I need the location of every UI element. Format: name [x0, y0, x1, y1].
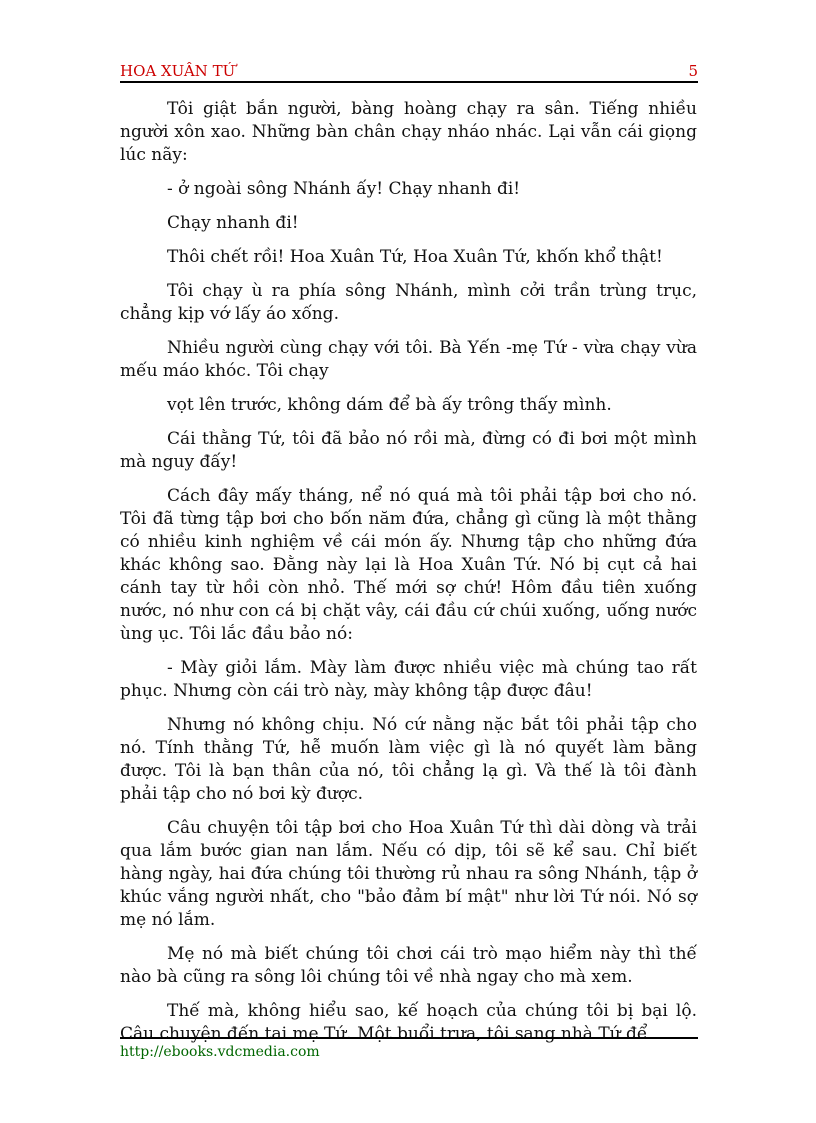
paragraph: Thôi chết rồi! Hoa Xuân Tứ, Hoa Xuân Tứ, khốn khổ thật!: [167, 247, 663, 267]
paragraph: Tôi giật bắn người, bàng hoàng chạy ra sân. Tiếng nhiều người xôn xao. Những bàn chân chạy nháo nhác. Lại vẫn cái giọng lúc nãy:: [120, 99, 697, 165]
paragraph: Cách đây mấy tháng, nể nó quá mà tôi phải tập bơi cho nó. Tôi đã từng tập bơi cho bốn năm đứa, chẳng gì cũng là một thằng có nhiều kinh nghiệm về cái món ấy. Nhưng tập cho những đứa khác không sao. Đằng này lại là Hoa Xuân Tứ. Nó bị cụt cả hai cánh tay từ hồi còn nhỏ. Thế mới sợ chứ! Hôm đầu tiên xuống nước, nó như con cá bị chặt vây, cái đầu cứ chúi xuống, uống nước ùng ục. Tôi lắc đầu bảo nó:: [120, 486, 697, 644]
page-number: 5: [688, 62, 698, 80]
paragraph: Nhưng nó không chịu. Nó cứ nằng nặc bắt tôi phải tập cho nó. Tính thằng Tứ, hễ muốn làm việc gì là nó quyết làm bằng được. Tôi là bạn thân của nó, tôi chẳng lạ gì. Và thế là tôi đành phải tập cho nó bơi kỳ được.: [120, 715, 697, 804]
footer-link[interactable]: http://ebooks.vdcmedia.com: [120, 1044, 320, 1060]
paragraph: Tôi chạy ù ra phía sông Nhánh, mình cởi trần trùng trục, chẳng kịp vớ lấy áo xống.: [120, 281, 697, 324]
body-text: [120, 98, 697, 1057]
paragraph: Câu chuyện tôi tập bơi cho Hoa Xuân Tứ thì dài dòng và trải qua lắm bước gian nan lắm. Nếu có dịp, tôi sẽ kể sau. Chỉ biết hàng ngày, hai đứa chúng tôi thường rủ nhau ra sông Nhánh, tập ở khúc vắng người nhất, cho "bảo đảm bí mật" như lời Tứ nói. Nó sợ mẹ nó lắm.: [120, 818, 697, 930]
paragraph: - ở ngoài sông Nhánh ấy! Chạy nhanh đi!: [167, 179, 521, 199]
paragraph: Nhiều người cùng chạy với tôi. Bà Yến -mẹ Tứ - vừa chạy vừa mếu máo khóc. Tôi chạy: [120, 338, 697, 381]
paragraph: Chạy nhanh đi!: [167, 213, 299, 233]
paragraph: - Mày giỏi lắm. Mày làm được nhiều việc mà chúng tao rất phục. Nhưng còn cái trò này, mày không tập được đâu!: [120, 658, 697, 701]
paragraph: vọt lên trước, không dám để bà ấy trông thấy mình.: [167, 395, 612, 415]
header-divider: [120, 81, 698, 83]
paragraph: Cái thằng Tứ, tôi đã bảo nó rồi mà, đừng có đi bơi một mình mà nguy đấy!: [120, 429, 697, 472]
book-title: HOA XUÂN TỨ: [120, 62, 236, 80]
paragraph: Thế mà, không hiểu sao, kế hoạch của chúng tôi bị bại lộ. Câu chuyện đến tai mẹ Tứ. Một buổi trưa, tôi sang nhà Tứ để: [120, 1001, 697, 1044]
paragraph: Mẹ nó mà biết chúng tôi chơi cái trò mạo hiểm này thì thế nào bà cũng ra sông lôi chúng tôi về nhà ngay cho mà xem.: [120, 944, 697, 987]
footer-divider: [120, 1037, 698, 1039]
running-header: [120, 62, 698, 82]
